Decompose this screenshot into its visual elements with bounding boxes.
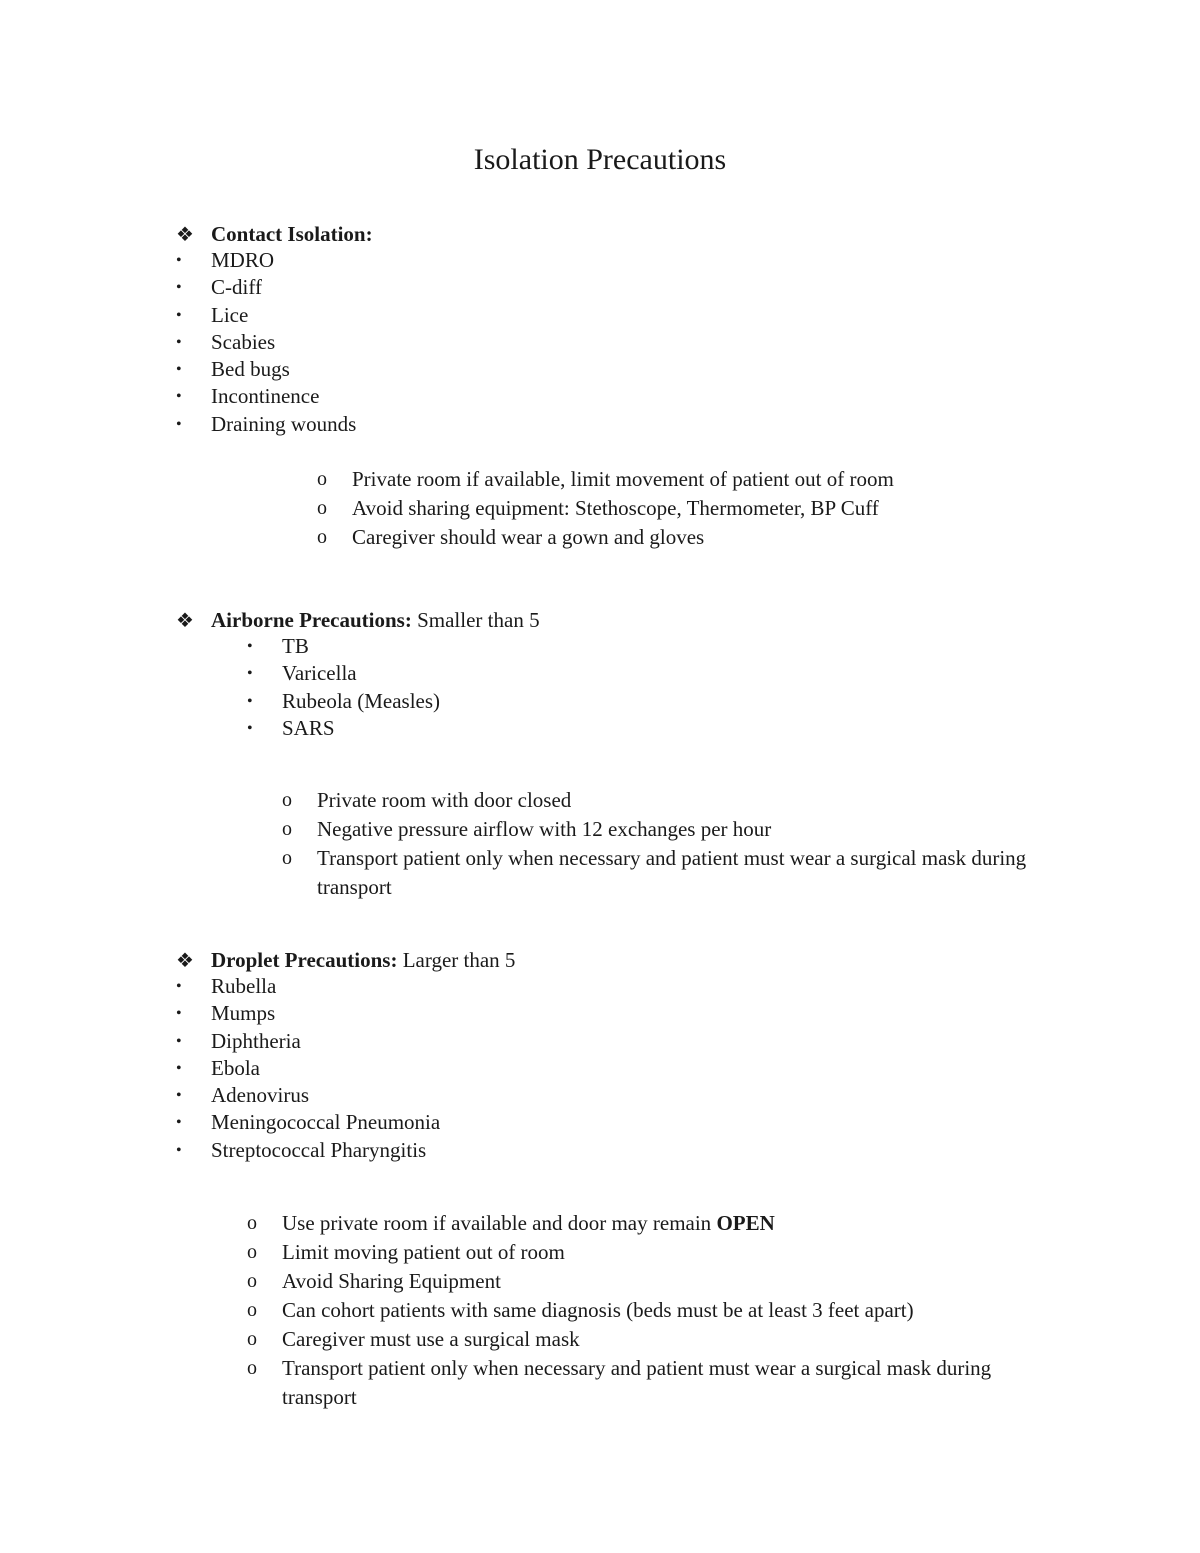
list-item: • Bed bugs (176, 357, 290, 382)
list-item: o Caregiver should wear a gown and gloves (317, 525, 705, 549)
contact-item-list (176, 247, 357, 438)
list-item: • Streptococcal Pharyngitis (176, 1137, 427, 1162)
four-diamond-bullet-icon: ❖ (176, 610, 194, 632)
list-item: • TB (247, 634, 309, 658)
droplet-heading (176, 946, 515, 975)
droplet-heading-label: Droplet Precautions: (211, 948, 398, 972)
contact-heading (176, 220, 373, 249)
list-item: o Use private room if available and door may remain OPEN (247, 1211, 775, 1235)
droplet-note: Larger than 5 (402, 948, 516, 972)
diamond-bullet-icon: ❖ (176, 950, 194, 972)
list-item: o Can cohort patients with same diagnosis (beds must be at least 3 feet apart) (247, 1298, 914, 1322)
list-item: o Negative pressure airflow with 12 exchanges per hour (282, 817, 772, 841)
diamond-bullet-icon: ❖ (176, 224, 194, 246)
list-item: • Incontinence (176, 384, 320, 409)
list-item: • Varicella (247, 661, 357, 686)
list-item: • Rubeola (Measles) (247, 688, 441, 713)
list-item: • Draining wounds (176, 411, 357, 436)
airborne-heading-label: Airborne Precautions: (211, 608, 412, 632)
list-item: • C-diff (176, 275, 262, 300)
contact-measure-list (317, 465, 1052, 552)
list-item: • Meningococcal Pneumonia (176, 1110, 441, 1135)
page-title: Isolation Precautions (473, 143, 727, 176)
list-item: • Diphtheria (176, 1028, 301, 1053)
list-item: o Avoid sharing equipment: Stethoscope, Thermometer, BP Cuff (317, 496, 879, 520)
list-item: o Avoid Sharing Equipment (247, 1269, 501, 1293)
list-item: • MDRO (176, 248, 275, 272)
list-item: • Mumps (176, 1001, 276, 1026)
airborne-item-list (247, 633, 441, 742)
droplet-measure-list (247, 1209, 1027, 1412)
droplet-item-list (176, 973, 441, 1164)
list-item: • SARS (247, 715, 335, 740)
list-item: • Rubella (176, 974, 277, 998)
airborne-heading (176, 606, 540, 635)
list-item: o Transport patient only when necessary and patient must wear a surgical mask during transport (282, 846, 1027, 899)
list-item: o Transport patient only when necessary and patient must wear a surgical mask during transport (247, 1356, 992, 1409)
list-item: o Private room with door closed (282, 788, 572, 812)
list-item: • Ebola (176, 1055, 260, 1080)
list-item: o Limit moving patient out of room (247, 1240, 565, 1264)
airborne-note: Smaller than 5 (417, 608, 540, 632)
list-item: o Caregiver must use a surgical mask (247, 1327, 580, 1351)
list-item: • Lice (176, 302, 249, 327)
list-item: o Private room if available, limit movement of patient out of room (317, 467, 894, 491)
list-item: • Scabies (176, 329, 276, 354)
open-emphasis: OPEN (716, 1211, 775, 1235)
contact-heading-label: Contact Isolation: (211, 222, 373, 246)
airborne-measure-list (282, 786, 1057, 902)
list-item: • Adenovirus (176, 1083, 309, 1108)
